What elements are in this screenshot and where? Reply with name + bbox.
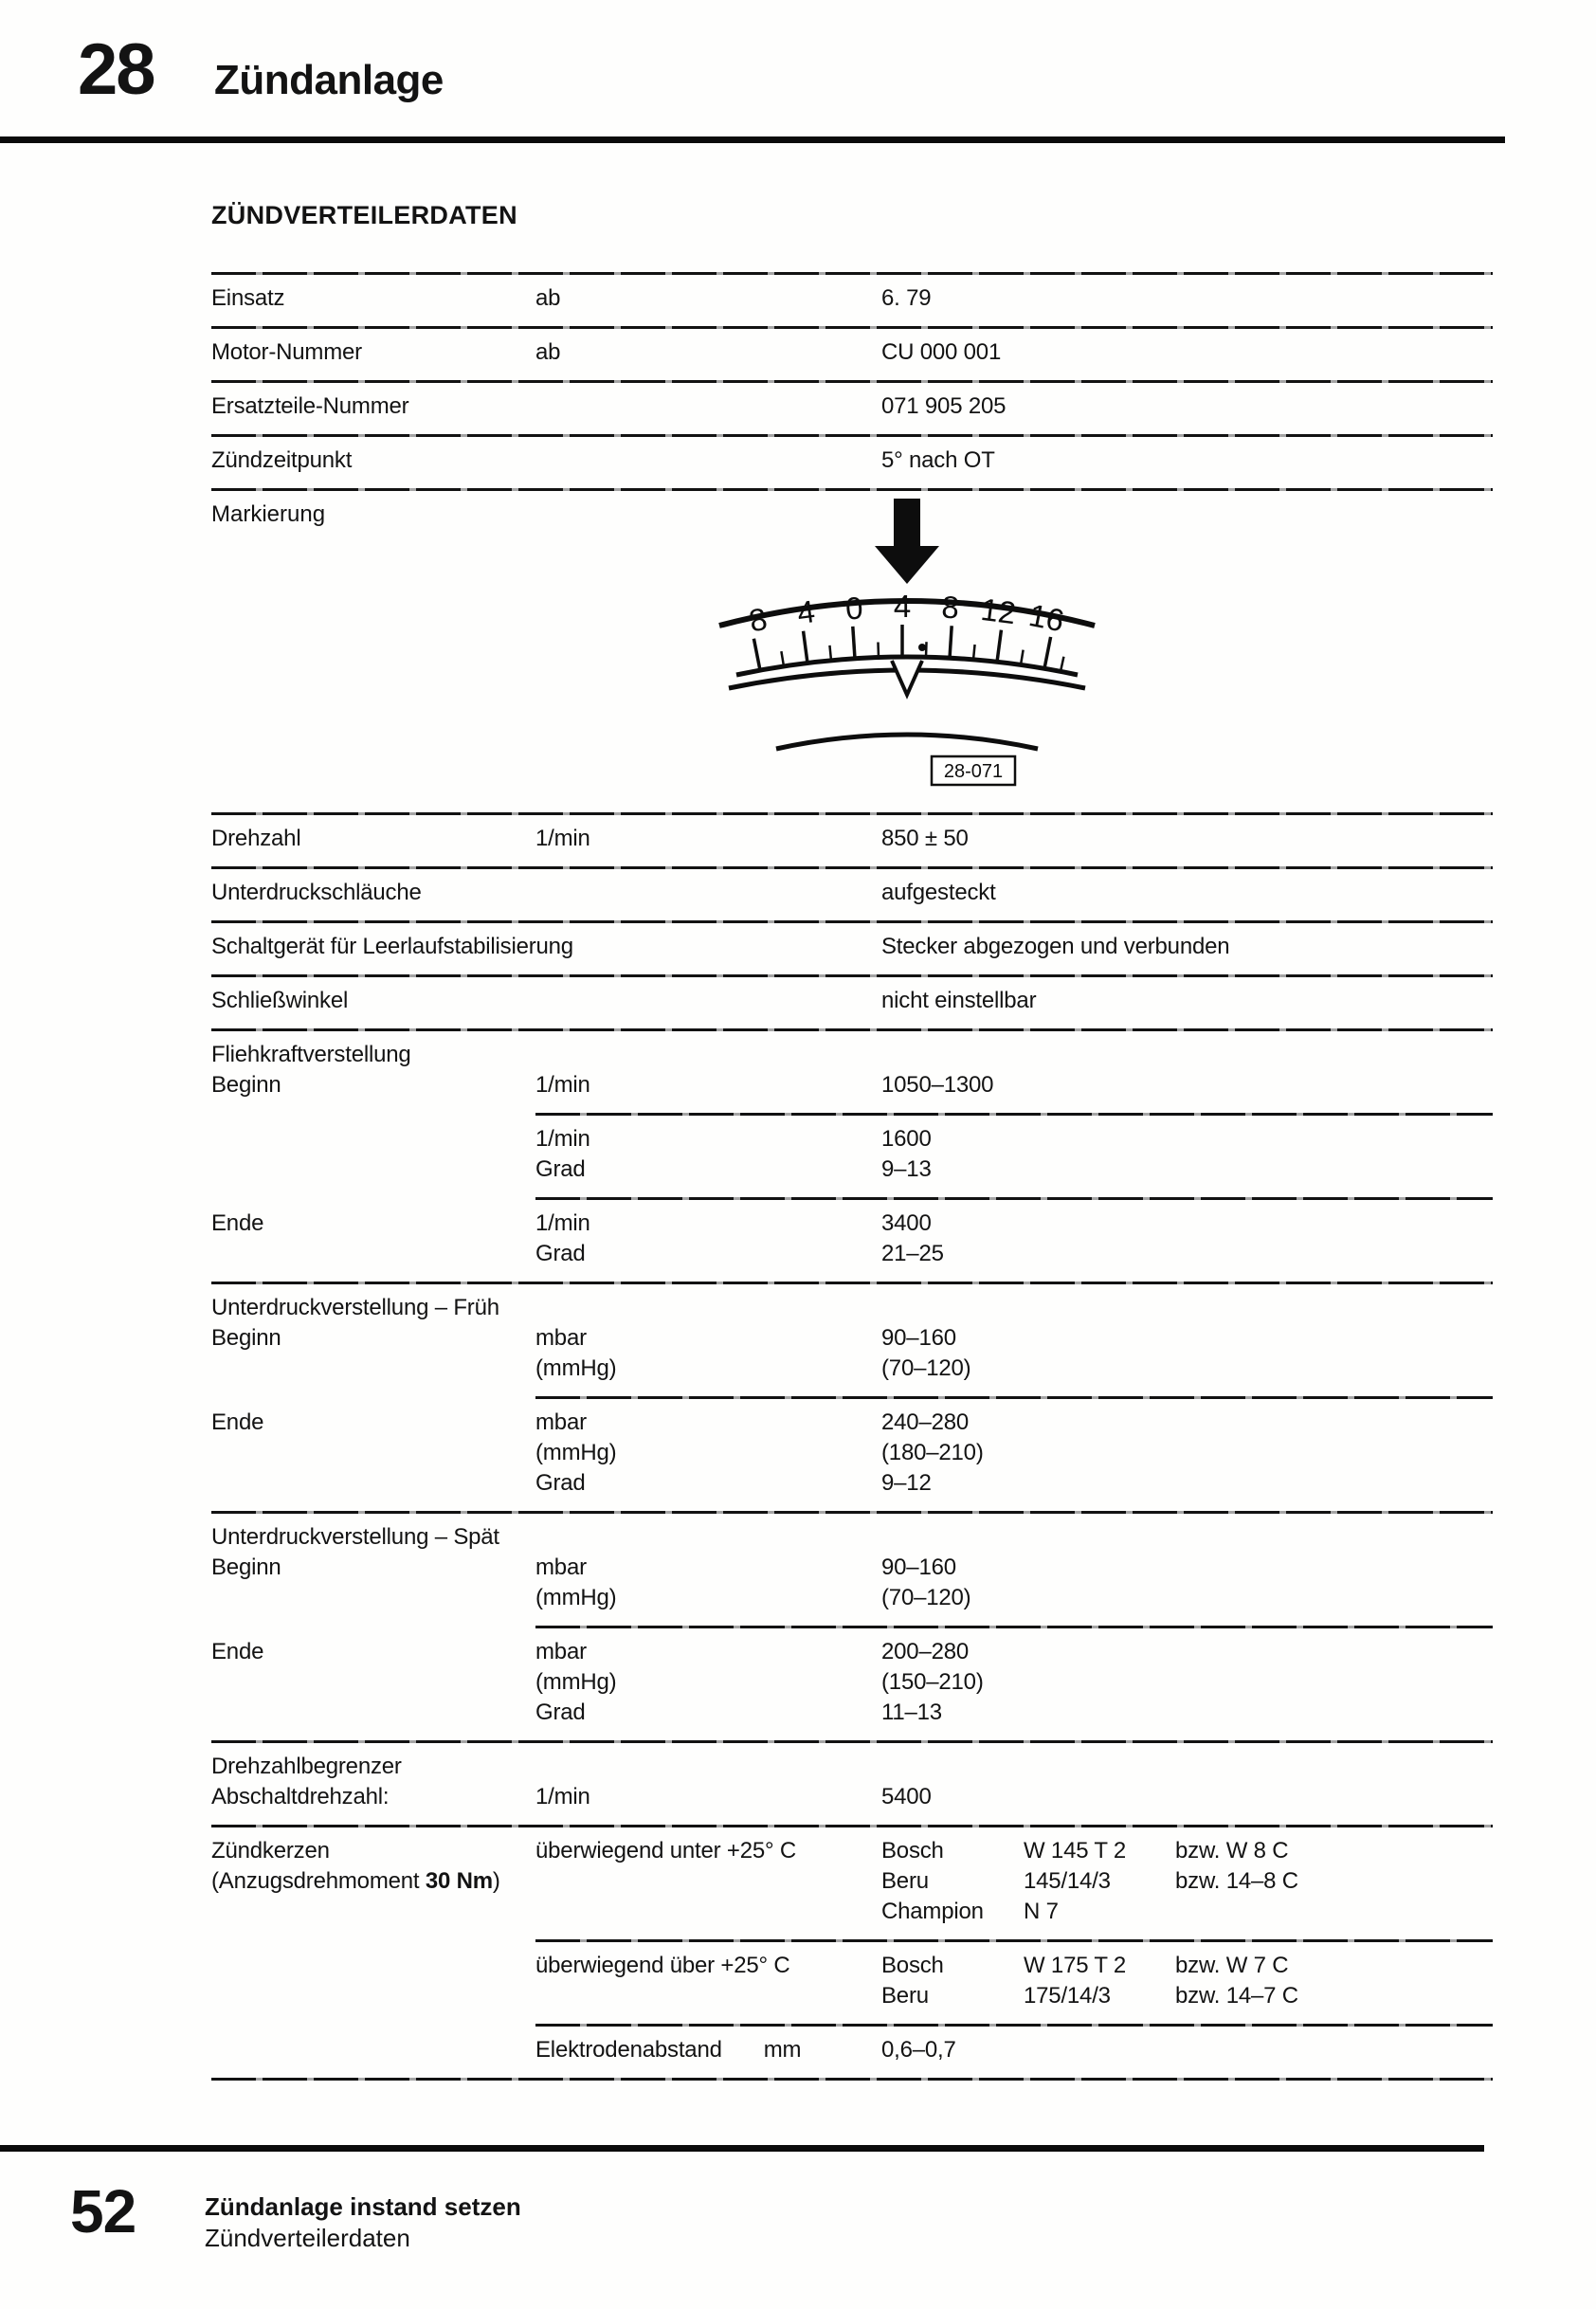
row-label: Schließwinkel	[211, 988, 349, 1013]
row-label: Ersatzteile-Nummer	[211, 393, 409, 419]
row-label: Motor-Nummer	[211, 339, 362, 365]
plug-alt: bzw. 14–7 C	[1175, 1983, 1298, 2009]
table-row-frueh-ende	[211, 1399, 1493, 1511]
footer-divider	[0, 2145, 1484, 2152]
row-label: Ende	[211, 1639, 264, 1664]
row-unit: Grad	[535, 1241, 586, 1266]
five-degree-dot	[918, 644, 926, 651]
row-unit: ab	[535, 285, 561, 311]
table-row-fliehkraft-ende	[211, 1200, 1493, 1282]
table-row-frueh-beginn	[211, 1284, 1493, 1396]
row-label: Zündkerzen	[211, 1838, 330, 1864]
row-unit: ab	[535, 339, 561, 365]
row-label: Abschaltdrehzahl:	[211, 1784, 390, 1809]
table-row-elektrodenabstand	[211, 2027, 1493, 2078]
row-value: (180–210)	[881, 1440, 984, 1465]
plug-type: W 145 T 2	[1024, 1838, 1127, 1864]
table-row-zuendzeitpunkt	[211, 437, 1493, 488]
distributor-data-table	[211, 272, 1493, 2081]
row-unit: 1/min	[535, 826, 590, 851]
svg-text:0: 0	[843, 590, 864, 627]
table-row-schaltgeraet	[211, 923, 1493, 974]
table-row-ersatzteile-nummer	[211, 383, 1493, 434]
row-label: Beginn	[211, 1554, 281, 1580]
plug-type: 175/14/3	[1024, 1983, 1111, 2009]
row-unit: Grad	[535, 1156, 586, 1182]
row-value: 6. 79	[881, 285, 932, 311]
plug-row	[881, 1866, 1493, 1897]
row-value: 5° nach OT	[881, 447, 995, 473]
row-value: (70–120)	[881, 1585, 971, 1610]
svg-text:8: 8	[940, 589, 961, 626]
table-row-fliehkraft-mid	[211, 1116, 1493, 1197]
row-unit: mbar	[535, 1325, 587, 1351]
row-value: aufgesteckt	[881, 880, 996, 905]
row-label: Ende	[211, 1409, 264, 1435]
row-value: CU 000 001	[881, 339, 1002, 365]
section-title: ZÜNDVERTEILERDATEN	[211, 201, 517, 229]
table-row-spaet-ende	[211, 1628, 1493, 1740]
svg-text:16: 16	[1025, 597, 1067, 639]
timing-mark-diagram	[708, 495, 1106, 796]
row-unit: (mmHg)	[535, 1355, 617, 1381]
row-label: Markierung	[211, 501, 326, 527]
row-label-torque: (Anzugsdrehmoment 30 Nm)	[211, 1868, 500, 1894]
row-label: Einsatz	[211, 285, 285, 311]
table-row-drehzahlbegrenzer	[211, 1743, 1493, 1825]
table-row-schliesswinkel	[211, 977, 1493, 1028]
row-value: 1600	[881, 1126, 932, 1152]
figure-reference: 28-071	[943, 761, 1004, 782]
row-value: nicht einstellbar	[881, 988, 1037, 1013]
svg-text:4: 4	[893, 589, 912, 624]
row-unit: 1/min	[535, 1072, 590, 1098]
row-label: Elektrodenabstand	[535, 2037, 722, 2063]
plug-row	[881, 1897, 1493, 1927]
group-title: Unterdruckverstellung – Früh	[211, 1295, 499, 1320]
row-unit: mm	[763, 2037, 802, 2063]
row-value: 240–280	[881, 1409, 970, 1435]
row-value: 9–13	[881, 1156, 932, 1182]
row-value: 9–12	[881, 1470, 932, 1496]
row-value: 21–25	[881, 1241, 944, 1266]
figure-reference-box	[932, 756, 1015, 785]
table-row-drehzahl	[211, 815, 1493, 866]
plug-row	[881, 1981, 1493, 2011]
row-value: (70–120)	[881, 1355, 971, 1381]
plug-brand: Champion	[881, 1899, 984, 1924]
row-unit: (mmHg)	[535, 1585, 617, 1610]
row-value: Stecker abgezogen und verbunden	[881, 934, 1230, 959]
row-value: 5400	[881, 1784, 932, 1809]
scale-labels	[746, 589, 1067, 639]
plug-type: W 175 T 2	[1024, 1953, 1127, 1978]
row-label: Zündzeitpunkt	[211, 447, 353, 473]
row-unit: mbar	[535, 1554, 587, 1580]
plug-alt: bzw. 14–8 C	[1175, 1868, 1298, 1894]
row-value: (150–210)	[881, 1669, 984, 1695]
row-label: Beginn	[211, 1072, 281, 1098]
row-unit: Grad	[535, 1470, 586, 1496]
svg-text:8: 8	[746, 600, 771, 639]
row-label: Ende	[211, 1210, 264, 1236]
table-row-zuendkerzen-cond2	[211, 1942, 1493, 2024]
plug-alt	[1175, 1897, 1493, 1927]
row-value: 850 ± 50	[881, 826, 969, 851]
table-row-markierung	[211, 491, 1493, 812]
group-title: Unterdruckverstellung – Spät	[211, 1524, 499, 1550]
plug-alt: bzw. W 8 C	[1175, 1838, 1289, 1864]
row-unit: 1/min	[535, 1784, 590, 1809]
table-row-einsatz	[211, 275, 1493, 326]
plug-brand: Bosch	[881, 1953, 944, 1978]
table-row-fliehkraft-beginn	[211, 1031, 1493, 1113]
row-unit: (mmHg)	[535, 1440, 617, 1465]
row-unit: 1/min	[535, 1210, 590, 1236]
row-value: 90–160	[881, 1325, 956, 1351]
table-row-motor-nummer	[211, 329, 1493, 380]
row-unit: mbar	[535, 1639, 587, 1664]
row-label: Unterdruckschläuche	[211, 880, 422, 905]
condition: überwiegend über +25° C	[535, 1953, 790, 1978]
timing-pointer-arrow-icon	[875, 499, 939, 584]
row-value: 90–160	[881, 1554, 956, 1580]
condition: überwiegend unter +25° C	[535, 1838, 796, 1864]
row-value: 0,6–0,7	[881, 2037, 956, 2063]
row-value: 3400	[881, 1210, 932, 1236]
plug-row	[881, 1836, 1493, 1866]
row-label: Drehzahl	[211, 826, 301, 851]
group-title: Fliehkraftverstellung	[211, 1042, 411, 1067]
table-row-unterdruckschlaeuche	[211, 869, 1493, 920]
plug-brand: Beru	[881, 1868, 929, 1894]
plug-alt: bzw. W 7 C	[1175, 1953, 1289, 1978]
chapter-number: 28	[78, 29, 154, 110]
divider	[211, 2078, 1493, 2081]
row-label: Beginn	[211, 1325, 281, 1351]
row-value: 1050–1300	[881, 1072, 994, 1098]
svg-text:4: 4	[794, 593, 818, 631]
chapter-title: Zündanlage	[214, 57, 444, 103]
header-divider	[0, 136, 1505, 143]
row-unit: (mmHg)	[535, 1669, 617, 1695]
row-value: 200–280	[881, 1639, 970, 1664]
row-value: 11–13	[881, 1700, 942, 1725]
plug-type: N 7	[1024, 1899, 1059, 1924]
lower-arc	[776, 735, 1038, 749]
group-title: Drehzahlbegrenzer	[211, 1754, 402, 1779]
page-number: 52	[70, 2177, 136, 2245]
table-row-spaet-beginn	[211, 1514, 1493, 1626]
row-unit: 1/min	[535, 1126, 590, 1152]
plug-brand: Bosch	[881, 1838, 944, 1864]
row-label: Schaltgerät für Leerlaufstabilisierung	[211, 934, 573, 959]
row-unit: Grad	[535, 1700, 586, 1725]
plug-type: 145/14/3	[1024, 1868, 1111, 1894]
plug-row	[881, 1951, 1493, 1981]
footer-line2: Zündverteilerdaten	[205, 2224, 410, 2252]
row-unit: mbar	[535, 1409, 587, 1435]
row-value: 071 905 205	[881, 393, 1007, 419]
svg-text:12: 12	[978, 591, 1019, 631]
footer-text	[205, 2191, 521, 2254]
plug-brand: Beru	[881, 1983, 929, 2009]
footer-line1: Zündanlage instand setzen	[205, 2192, 521, 2221]
table-row-zuendkerzen-cond1	[211, 1827, 1493, 1939]
